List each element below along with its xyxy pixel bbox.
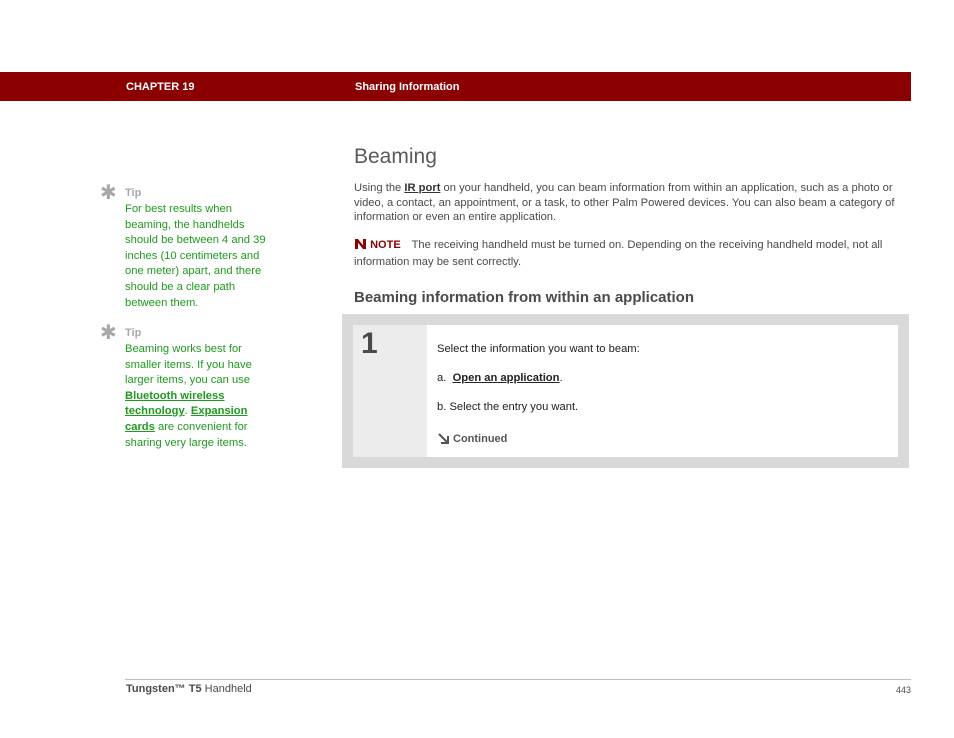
- asterisk-icon: ✱: [100, 322, 117, 344]
- step-substep-b: b. Select the entry you want.: [437, 401, 579, 413]
- bluetooth-link[interactable]: Bluetooth wireless technology: [125, 389, 225, 418]
- tip-text: [125, 342, 275, 451]
- asterisk-icon: ✱: [100, 182, 117, 204]
- note-label: NOTE: [370, 239, 401, 251]
- page-title: Beaming: [354, 145, 437, 168]
- section-subheading: Beaming information from within an application: [354, 289, 695, 306]
- continued-label: Continued: [453, 433, 508, 445]
- substep-a-suffix: .: [559, 372, 563, 384]
- arrow-down-right-icon: [437, 432, 450, 448]
- substep-a-prefix: a.: [437, 372, 447, 384]
- footer-product-name: [126, 683, 252, 695]
- note-paragraph: [354, 238, 910, 269]
- footer-rule: [125, 679, 911, 680]
- open-application-link[interactable]: Open an application: [452, 372, 560, 384]
- tip-text: For best results when beaming, the handhelds should be between 4 and 39 inches (10 centimeters and one meter) apart, and there should be a clear path between them.: [125, 203, 266, 309]
- ir-port-link[interactable]: IR port: [404, 182, 441, 194]
- footer-model: T5: [188, 683, 202, 695]
- page-number: 443: [895, 685, 911, 695]
- section-label: Sharing Information: [355, 81, 460, 93]
- step-instruction: Select the information you want to beam:: [437, 343, 640, 355]
- tip-separator: .: [184, 405, 191, 418]
- intro-after: on your handheld, you can beam information from within an application, such as a photo or video, a contact, an appointment, or a task, to other Palm Powered devices. You can also beam a category of information or even an entire application.: [354, 182, 895, 224]
- intro-paragraph: [354, 181, 910, 225]
- step-substep-a: [437, 372, 563, 384]
- note-text: The receiving handheld must be turned on. Depending on the receiving handheld model, not all information may be sent correctly.: [354, 239, 883, 268]
- continued-indicator: [437, 432, 507, 448]
- tip-text-before: Beaming works best for smaller items. If you have larger items, you can use: [125, 343, 252, 387]
- tip-label: Tip: [125, 327, 142, 339]
- chapter-label: CHAPTER 19: [126, 81, 195, 93]
- tip-label: Tip: [125, 187, 142, 199]
- expansion-cards-link[interactable]: Expansion cards: [125, 405, 248, 433]
- intro-before: Using the: [354, 182, 405, 194]
- note-icon: [354, 238, 367, 255]
- tip-text-after: are convenient for sharing very large items.: [125, 420, 248, 449]
- step-number: 1: [361, 327, 378, 360]
- footer-product-rest: Handheld: [204, 683, 252, 695]
- footer-brand: Tungsten™: [126, 683, 186, 695]
